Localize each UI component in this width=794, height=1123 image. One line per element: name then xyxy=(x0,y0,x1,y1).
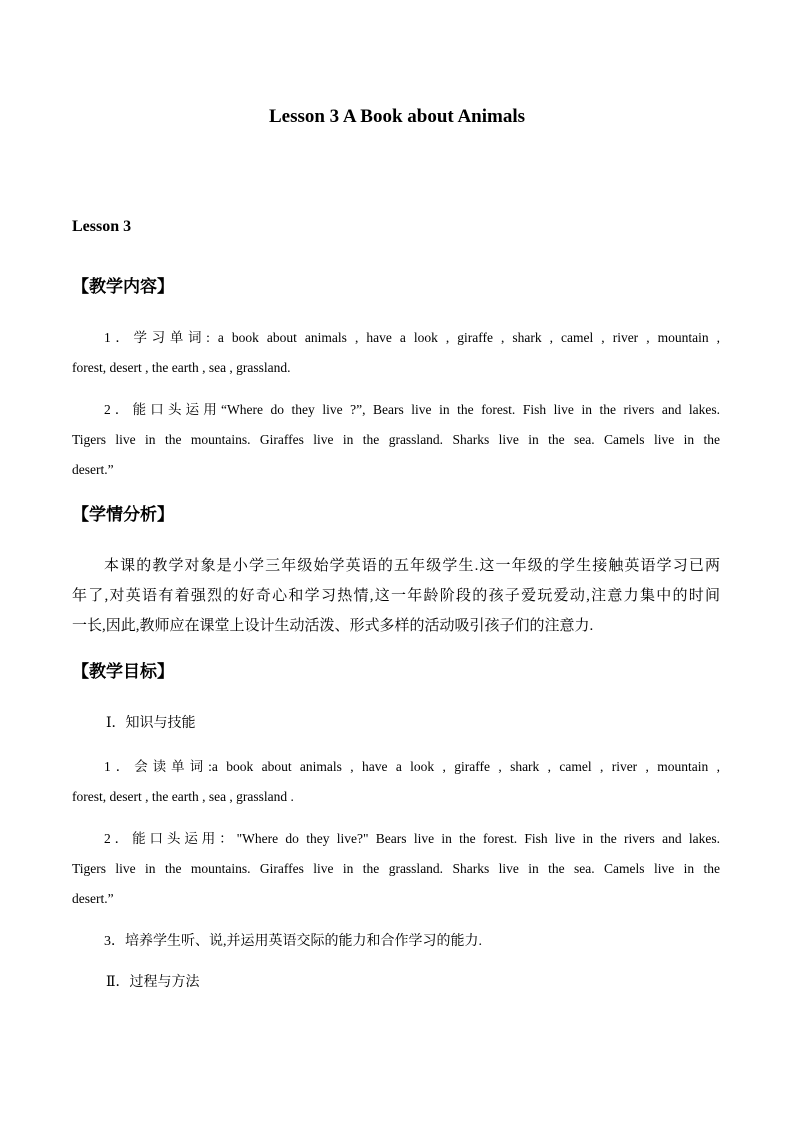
content-heading: 【教学内容】 xyxy=(72,277,174,297)
text-line: 2．能口头运用："Where do they live?" Bears live in the forest. Fish live in the rivers and lakes. xyxy=(104,831,720,846)
goal-item-1 xyxy=(72,752,720,812)
goal-subheading-1: Ⅰ．知识与技能 xyxy=(106,716,196,731)
text-line: 本课的教学对象是小学三年级始学英语的五年级学生.这一年级的学生接触英语学习已两 xyxy=(104,558,720,574)
text-line: desert.” xyxy=(72,462,114,477)
content-item-1 xyxy=(72,323,720,383)
analysis-heading: 【学情分析】 xyxy=(72,505,174,525)
text-line: forest, desert , the earth , sea , grassland . xyxy=(72,789,294,804)
goal-item-3: 3．培养学生听、说,并运用英语交际的能力和合作学习的能力. xyxy=(104,934,482,949)
lesson-label: Lesson 3 xyxy=(72,218,132,235)
text-line: 年了,对英语有着强烈的好奇心和学习热情,这一年龄阶段的孩子爱玩爱动,注意力集中的时间 xyxy=(72,588,720,604)
content-item-2 xyxy=(72,395,720,485)
text-line: desert.” xyxy=(72,891,114,906)
page-title: Lesson 3 A Book about Animals xyxy=(268,106,526,127)
text-line: 1．会读单词:a book about animals , have a look , giraffe , shark , camel , river , mountain , xyxy=(104,759,720,774)
analysis-paragraph xyxy=(72,551,720,641)
text-line: Tigers live in the mountains. Giraffes live in the grassland. Sharks live in the sea. Camels live in the xyxy=(72,432,720,447)
text-line: 一长,因此,教师应在课堂上设计生动活泼、形式多样的活动吸引孩子们的注意力. xyxy=(72,618,594,634)
text-line: 2．能口头运用“Where do they live ?”, Bears live in the forest. Fish live in the rivers and lakes. xyxy=(104,402,720,417)
text-line: 1．学习单词: a book about animals , have a look , giraffe , shark , camel , river , mountain , xyxy=(104,330,720,345)
text-line: Tigers live in the mountains. Giraffes live in the grassland. Sharks live in the sea. Camels live in the xyxy=(72,861,720,876)
goal-subheading-2: Ⅱ．过程与方法 xyxy=(106,975,200,990)
goals-heading: 【教学目标】 xyxy=(72,662,174,682)
goal-item-2 xyxy=(72,824,720,914)
text-line: forest, desert , the earth , sea , grassland. xyxy=(72,360,291,375)
